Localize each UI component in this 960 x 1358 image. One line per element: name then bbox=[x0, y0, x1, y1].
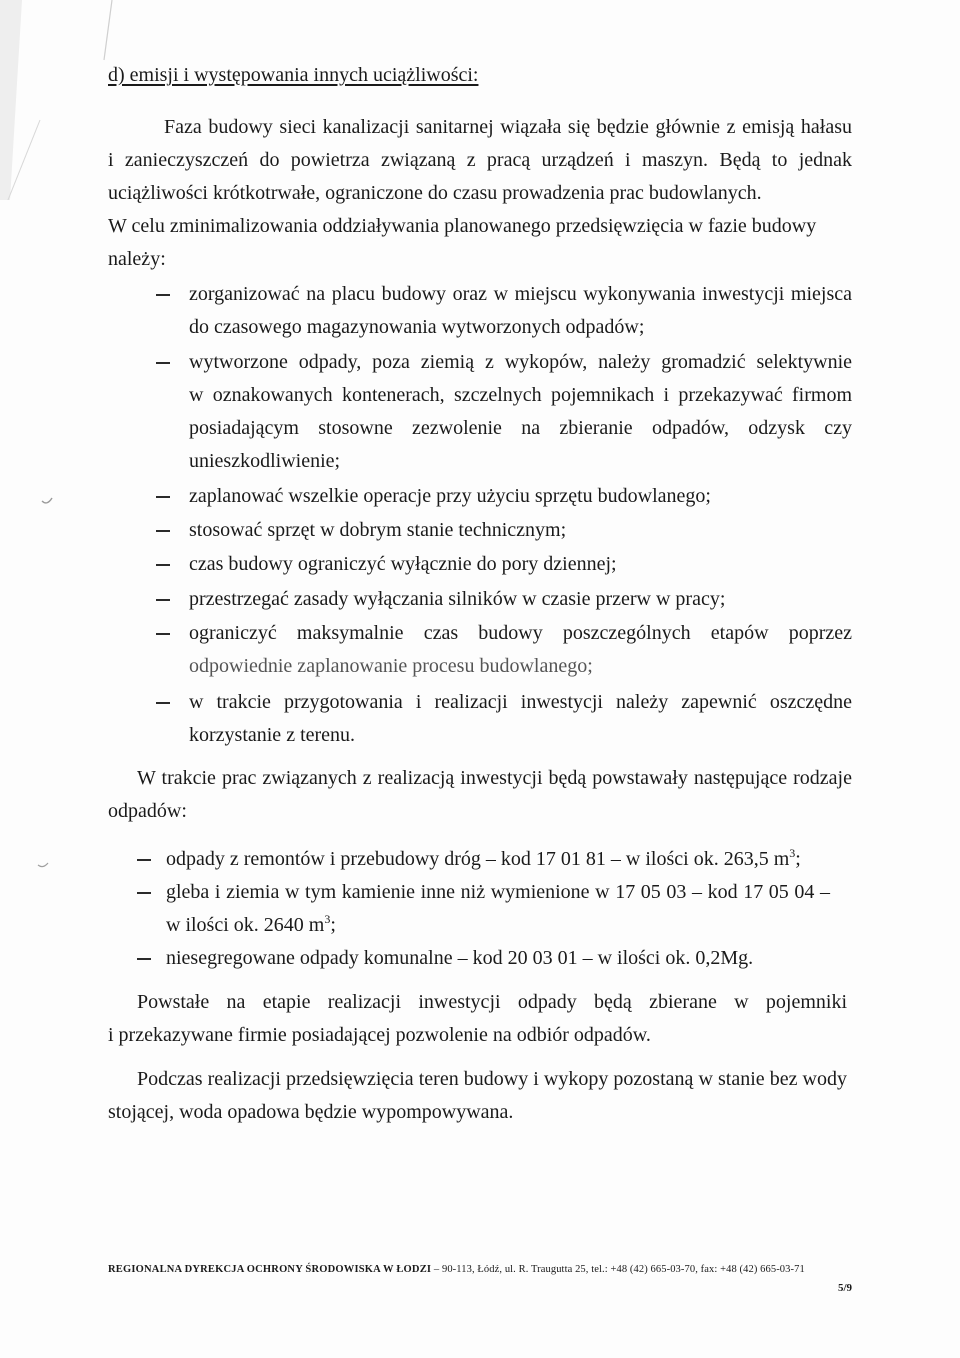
scan-fold-shadow bbox=[0, 0, 125, 200]
intro-line-1: Faza budowy sieci kanalizacji sanitarnej wiązała się będzie głównie z emisją hałasu bbox=[164, 116, 852, 138]
measure-7-line-2: odpowiednie zaplanowanie procesu budowlanego; bbox=[189, 655, 593, 677]
water-line-2: stojącej, woda opadowa będzie wypompowywana. bbox=[108, 1101, 514, 1123]
superscript-3: 3 bbox=[789, 846, 796, 860]
waste-item-2-end: ; bbox=[330, 914, 336, 936]
collect-line-2: i przekazywane firmie posiadającej pozwolenie na odbiór odpadów. bbox=[108, 1024, 651, 1046]
footer-address: – 90-113, Łódź, ul. R. Traugutta 25, tel.: +48 (42) 665-03-70, fax: +48 (42) 665-03-71 bbox=[431, 1264, 805, 1275]
measure-3: zaplanować wszelkie operacje przy użyciu sprzętu budowlanego; bbox=[189, 485, 711, 507]
intro-line-3: uciążliwości krótkotrwałe, ograniczone do czasu prowadzenia prac budowlanych. bbox=[108, 182, 762, 204]
list-bullet bbox=[156, 282, 172, 306]
measure-2-line-3: posiadającym stosowne zezwolenie na zbieranie odpadów, odzysk czy bbox=[189, 417, 852, 439]
waste-item-2-line-1: gleba i ziemia w tym kamienie inne niż wymienione w 17 05 03 – kod 17 05 04 – bbox=[166, 881, 830, 903]
waste-item-1-end: ; bbox=[795, 848, 801, 870]
waste-item-1 bbox=[166, 847, 801, 871]
intro-line-5: należy: bbox=[108, 248, 166, 270]
measure-6: przestrzegać zasady wyłączania silników w czasie przerw w pracy; bbox=[189, 588, 726, 610]
measure-2-line-2: w oznakowanych kontenerach, szczelnych pojemnikach i przekazywać firmom bbox=[189, 384, 852, 406]
waste-intro-line-1: W trakcie prac związanych z realizacją inwestycji będą powstawały następujące rodzaje bbox=[137, 767, 852, 789]
waste-item-1-text: odpady z remontów i przebudowy dróg – kod 17 01 81 – w ilości ok. 263,5 m bbox=[166, 848, 790, 870]
measure-8-line-2: korzystanie z terenu. bbox=[189, 724, 356, 746]
list-bullet bbox=[156, 690, 172, 714]
waste-item-2-text: w ilości ok. 2640 m bbox=[166, 914, 325, 936]
measure-1-line-1: zorganizować na placu budowy oraz w miejscu wykonywania inwestycji miejsca bbox=[189, 283, 852, 305]
list-bullet bbox=[156, 484, 172, 508]
list-bullet bbox=[137, 880, 153, 904]
page-footer bbox=[108, 1264, 853, 1275]
measure-4: stosować sprzęt w dobrym stanie technicznym; bbox=[189, 519, 567, 541]
waste-intro-line-2: odpadów: bbox=[108, 800, 187, 822]
intro-line-2: i zanieczyszczeń do powietrza związaną z pracą urządzeń i maszyn. Będą to jednak bbox=[108, 149, 852, 171]
waste-item-2-line-2 bbox=[166, 913, 336, 937]
scan-mark bbox=[40, 492, 54, 506]
measure-2-line-4: unieszkodliwienie; bbox=[189, 450, 341, 472]
list-bullet bbox=[137, 946, 153, 970]
superscript-3: 3 bbox=[324, 912, 331, 926]
measure-8-line-1: w trakcie przygotowania i realizacji inwestycji należy zapewnić oszczędne bbox=[189, 691, 852, 713]
collect-line-1: Powstałe na etapie realizacji inwestycji odpady będą zbierane w pojemniki bbox=[137, 991, 847, 1013]
footer-institution: REGIONALNA DYREKCJA OCHRONY ŚRODOWISKA W ŁODZI bbox=[108, 1264, 432, 1275]
scan-mark bbox=[36, 856, 50, 870]
list-bullet bbox=[156, 518, 172, 542]
list-bullet bbox=[156, 552, 172, 576]
waste-item-3: niesegregowane odpady komunalne – kod 20 03 01 – w ilości ok. 0,2Mg. bbox=[166, 947, 754, 969]
water-line-1: Podczas realizacji przedsięwzięcia teren budowy i wykopy pozostaną w stanie bez wody bbox=[137, 1068, 847, 1090]
page-number: 5/9 bbox=[838, 1282, 853, 1294]
section-heading: d) emisji i występowania innych uciążliwości: bbox=[108, 64, 479, 86]
list-bullet bbox=[137, 847, 153, 871]
measure-7-line-1: ograniczyć maksymalnie czas budowy poszczególnych etapów poprzez bbox=[189, 622, 852, 644]
measure-2-line-1: wytworzone odpady, poza ziemią z wykopów, należy gromadzić selektywnie bbox=[189, 351, 852, 373]
measure-5: czas budowy ograniczyć wyłącznie do pory dziennej; bbox=[189, 553, 617, 575]
intro-line-4: W celu zminimalizowania oddziaływania planowanego przedsięwzięcia w fazie budowy bbox=[108, 215, 817, 237]
list-bullet bbox=[156, 587, 172, 611]
measure-1-line-2: do czasowego magazynowania wytworzonych odpadów; bbox=[189, 316, 645, 338]
list-bullet bbox=[156, 621, 172, 645]
list-bullet bbox=[156, 350, 172, 374]
